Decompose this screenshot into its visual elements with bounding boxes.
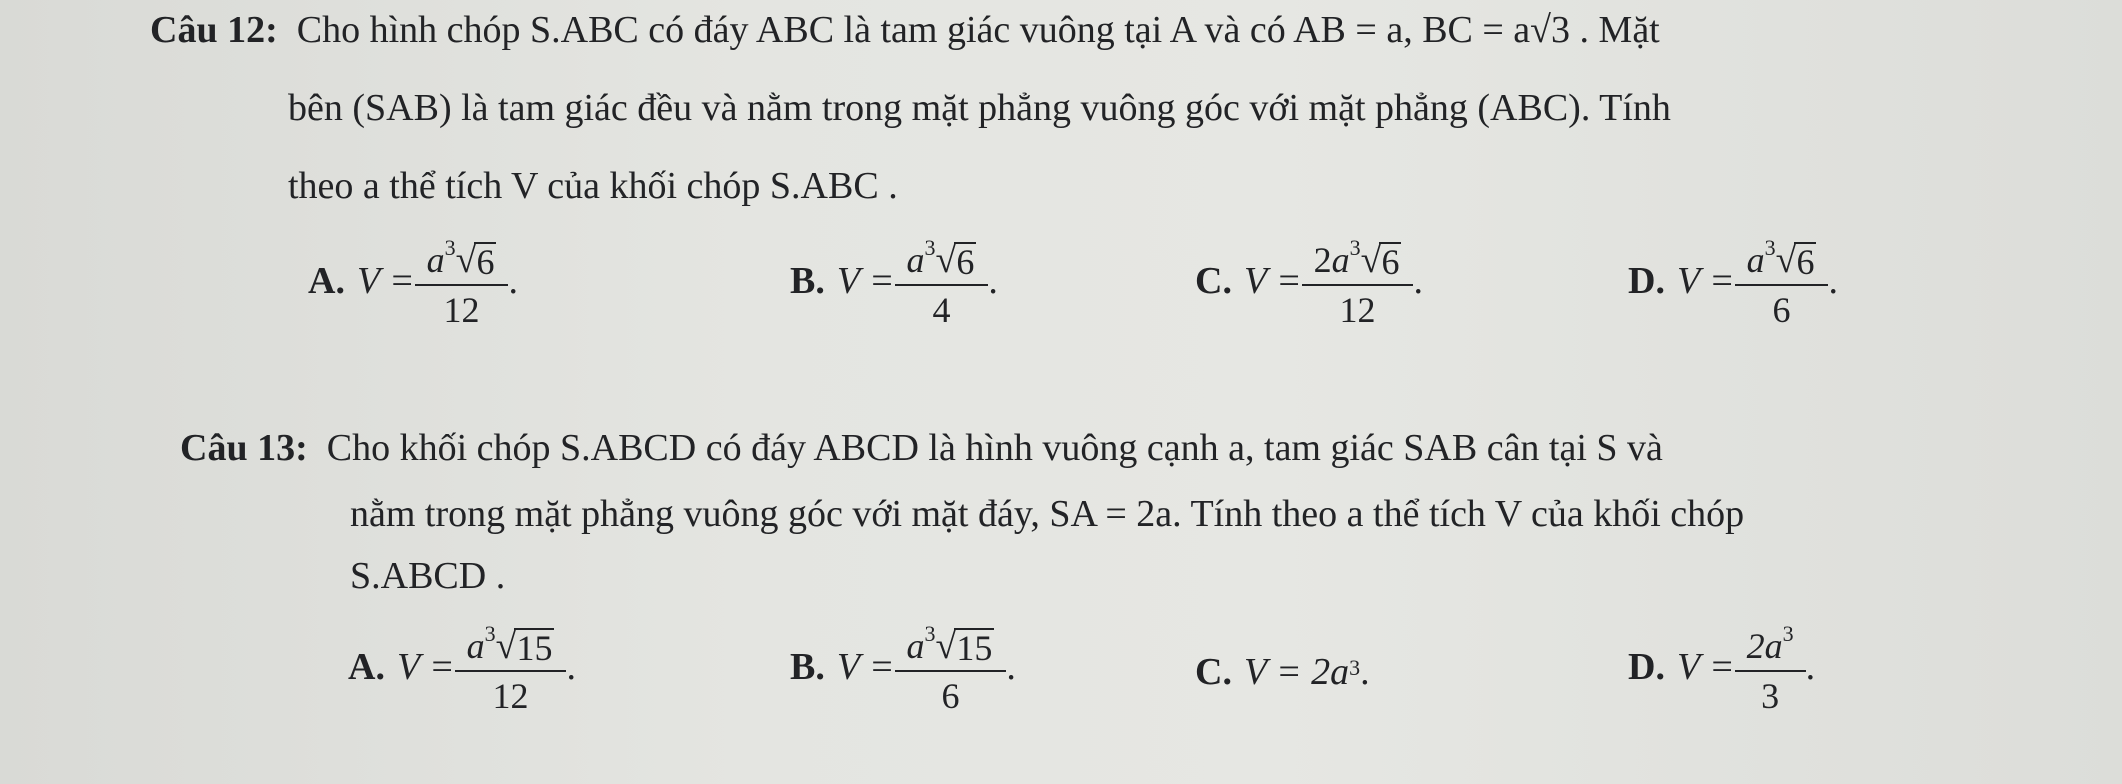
q13-text-3: S.ABCD . [350,555,506,597]
q12-option-c[interactable]: C. V = $2a^3$ √ 6 12 . [1195,232,1423,330]
q12-option-b[interactable]: B. V = $a^3$ √ 6 4 . [790,232,998,330]
option-label: D. [1628,260,1665,302]
q13-text-1: Cho khối chóp S.ABCD có đáy ABCD là hình vuông cạnh a, tam giác SAB cân tại S và [326,427,1663,469]
q12-option-a[interactable]: A. V = $a^3$ √ 6 12 . [308,232,518,330]
q13-line-1 [180,424,1663,472]
q13-line-3 [350,552,505,600]
q12-label: Câu 12: [150,9,278,51]
option-label: C. [1195,260,1232,302]
q13-option-c[interactable]: C. V = 2a $^3$ . [1195,651,1370,693]
q13-option-a[interactable]: A. V = $a^3$ √ 15 12 . [348,618,576,716]
q12-line-1 [150,6,1660,54]
fraction: $a^3$ √ 6 4 [901,232,983,330]
q13-option-d[interactable]: D. V = $\frac{2a^3}{3}$ . [1628,618,1815,716]
fraction: $a^3$ √ 15 12 [461,618,561,716]
option-label: B. [790,646,825,688]
fraction: $2a^3$ √ 6 12 [1308,232,1408,330]
fraction: $a^3$ √ 6 6 [1741,232,1823,330]
fraction: $a^3$ √ 15 6 [901,618,1001,716]
q12-option-d[interactable]: D. V = $a^3$ √ 6 6 . [1628,232,1838,330]
option-label: D. [1628,646,1665,688]
q12-line-3 [288,162,898,210]
fraction: $a^3$ √ 6 12 [421,232,503,330]
option-label: A. [348,646,385,688]
option-label: B. [790,260,825,302]
q13-option-b[interactable]: B. V = $a^3$ √ 15 6 . [790,618,1016,716]
q13-line-2 [350,490,1744,538]
q13-text-2: nằm trong mặt phẳng vuông góc với mặt đáy, SA = 2a. Tính theo a thể tích V của khối chóp [350,493,1745,535]
q12-text-1: Cho hình chóp S.ABC có đáy ABC là tam giác vuông tại A và có AB = a, BC = a√3 . Mặt [296,9,1660,51]
fraction: $\frac{2a^3}{3}$ [1741,618,1800,716]
option-label: A. [308,260,345,302]
option-label: C. [1195,651,1232,693]
q13-label: Câu 13: [180,427,308,469]
q12-text-2: bên (SAB) là tam giác đều và nằm trong mặt phẳng vuông góc với mặt phẳng (ABC). Tính [288,87,1671,129]
q12-line-2 [288,84,1671,132]
q12-text-3: theo a thể tích V của khối chóp S.ABC . [288,165,898,207]
